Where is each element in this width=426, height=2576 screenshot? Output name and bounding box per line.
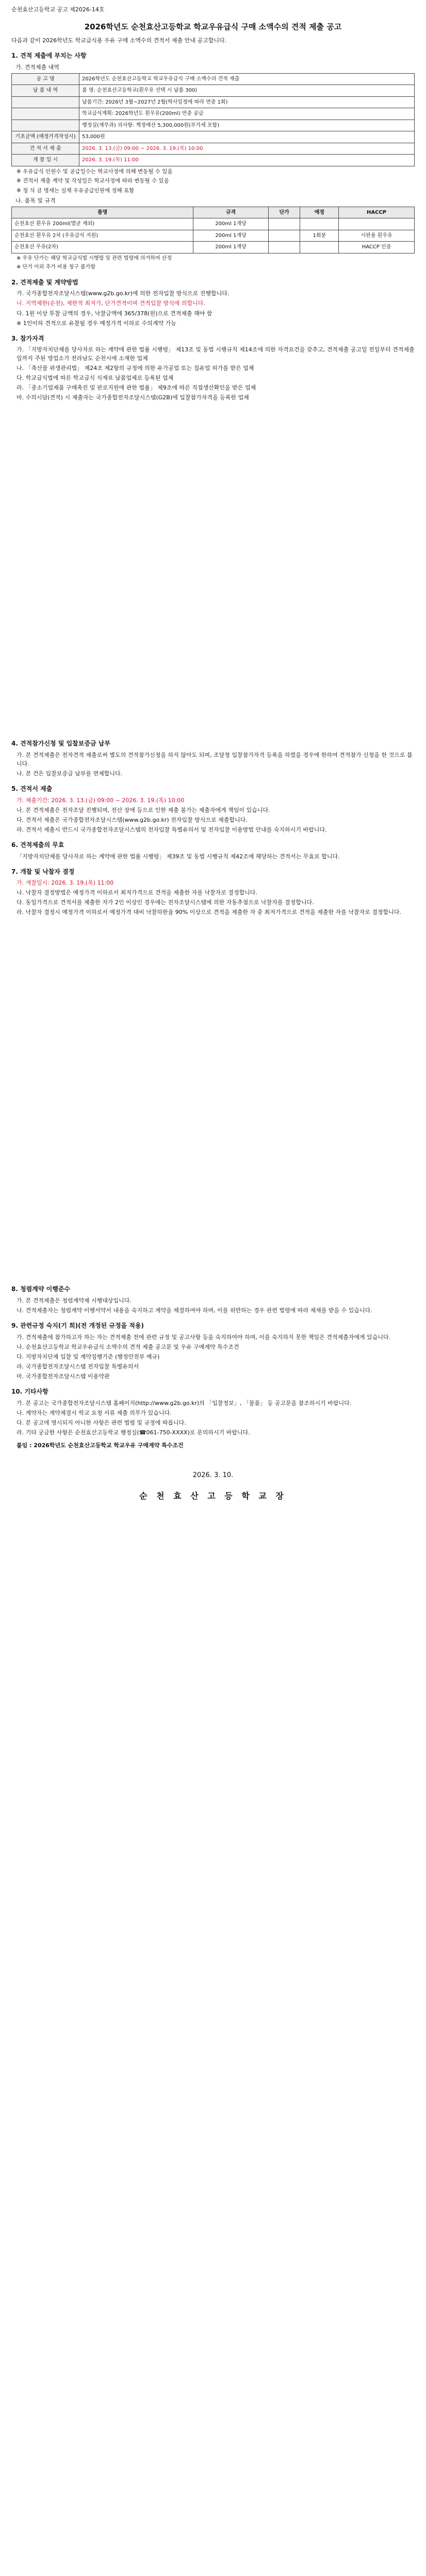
note: ※ 청 식 금 명세는 실제 우유공급인원에 정해 포함 — [17, 187, 135, 194]
table-row: 행정실(재무과) 의사항: 책정예산 5,300,000원(부가세 포함) — [12, 120, 415, 131]
blank-space — [11, 918, 415, 1278]
list-item: ※ 1인이하 견적으로 유찰될 경우 예정가격 이하로 수의계약 가능 — [17, 319, 176, 327]
list-item: 다. 동일가격으로 견적서를 제출한 자가 2인 이상인 경우에는 전자조달시스템에 의한 자동추첨으로 낙찰자를 결정합니다. — [17, 899, 314, 906]
section-3-heading: 3. 참가자격 — [11, 334, 44, 342]
list-item: 가. 본 견적제출은 전자견적 제출로써 별도의 견적참가신청을 하지 않아도 되며, 조달청 입찰참가자격 등록을 하였을 경우에 한하여 견적참가 신청을 한 것으로 봅니다. — [17, 752, 413, 768]
section-1-sub: 가. 견적제출 내역 — [15, 63, 59, 71]
table-row: 순천효산 우유(2차) 200ml 1개당 HACCP 인증 — [12, 242, 415, 253]
list-item: 「지방자치단체를 당사자로 하는 계약에 관한 법률 시행령」 제39조 및 동법 시행규칙 제42조에 해당하는 견적서는 무효로 합니다. — [17, 853, 340, 860]
list-item: 가. 본 공고는 국가종합전자조달시스템 홈페이지(http://www.g2b.go.kr)의 「입찰정보」, 「물품」 등 공고문을 참조하시기 바랍니다. — [17, 1399, 352, 1406]
table-row: 개 찰 일 시 2026. 3. 19.(목) 11:00 — [12, 155, 415, 166]
list-item: 가. 개찰일시: 2026. 3. 19.(목) 11:00 — [17, 879, 114, 887]
attachment-note: 붙임 : 2026학년도 순천효산고등학교 학교우유 구매계약 특수조건 — [17, 1442, 184, 1449]
table-row: 공 고 명 2026학년도 순천효산고등학교 학교우유급식 구매 소액수의 견적 제출 — [12, 73, 415, 85]
table-row: 순천효산 흰우유 200ml(멸균 제외) 200ml 1개당 — [12, 218, 415, 230]
section-6-heading: 6. 견적제출의 무효 — [11, 841, 64, 849]
section-1-heading: 1. 견적 제출에 부치는 사항 — [11, 52, 87, 60]
list-item: 나. 낙찰자 결정방법은 예정가격 이하로서 최저가격으로 견적을 제출한 자를 낙찰자로 결정합니다. — [17, 889, 257, 896]
list-item: 나. 견적제출자는 청렴계약 이행서약서 내용을 숙지하고 계약을 체결하여야 하며, 이를 위반하는 경우 관련 법령에 따라 제재를 받을 수 있습니다. — [17, 1307, 372, 1314]
school-signature: 순 천 효 산 고 등 학 교 장 — [139, 1490, 287, 1501]
list-item: 가. 제출기간: 2026. 3. 13.(금) 09:00 ~ 2026. 3. 19.(목) 10:00 — [17, 796, 185, 804]
note: ※ 우유급식 인원수 및 공급일수는 학교사정에 의해 변동될 수 있음 — [17, 168, 173, 175]
list-item: 가. 견적제출에 참가하고자 하는 자는 견적제출 전에 관련 규정 및 공고사항 등을 숙지하여야 하며, 이를 숙지하지 못한 책임은 견적제출자에게 있습니다. — [17, 1333, 391, 1341]
table-row: 순천효산 흰우유 2차 (우유급식 지원) 200ml 1개당 1회분 시판용 흰우유 — [12, 230, 415, 242]
table-row: 기초금액 (예정가격작성시) 53,000원 — [12, 131, 415, 143]
list-item: 라. 「중소기업제품 구매촉진 및 판로지원에 관한 법률」 제9조에 따른 직접생산확인을 받은 업체 — [17, 384, 256, 392]
list-item: 나. 본 견적제출은 전자조달 진행되며, 전산 장애 등으로 인한 제출 불가는 제출자에게 책임이 있습니다. — [17, 806, 270, 814]
list-item: 다. 본 공고에 명시되지 아니한 사항은 관련 법령 및 규정에 따릅니다. — [17, 1419, 186, 1426]
list-item: 나. 지역제한(순천), 제한적 최저가, 단가견적이며 견적입찰 방식에 의합니다. — [17, 300, 205, 307]
list-item: 마. 국가종합전자조달시스템 이용약관 — [17, 1372, 110, 1380]
table-row: 학교급식계획: 2026학년도 흰우유(200ml) 연중 공급 — [12, 108, 415, 120]
section-9-heading: 9. 관련규정 숙지(기 희)(전 개정된 규정을 적용) — [11, 1322, 144, 1330]
list-item: 나. 「축산물 위생관리법」 제24조 제2항의 규정에 의한 유가공업 또는 집유업 허가를 받은 업체 — [17, 365, 254, 372]
table-row: 견 적 서 제 출 2026. 3. 13.(금) 09:00 ~ 2026. 3. 19.(목) 10:00 — [12, 143, 415, 155]
document-title: 2026학년도 순천효산고등학교 학교우유급식 구매 소액수의 견적 제출 공고 — [84, 22, 342, 32]
list-item: 다. 견적서 제출은 국가종합전자조달시스템(www.g2b.go.kr) 전자입찰 방식으로 제출합니다. — [17, 816, 248, 823]
list-item: 나. 계약자는 계약체결시 학교 요청 서류 제출 의무가 있습니다. — [17, 1409, 172, 1416]
list-item: 나. 본 건은 입찰보증금 납부를 면제합니다. — [17, 770, 123, 777]
list-item: 라. 국가종합전자조달시스템 전자입찰 특별유의서 — [17, 1363, 139, 1370]
table-row: 납품기간: 2026년 3월~2027년 2월(학사일정에 따라 연중 1회) — [12, 96, 415, 108]
list-item: 가. 본 견적제출은 청렴계약제 시행대상입니다. — [17, 1297, 132, 1304]
bid-info-table — [11, 73, 415, 166]
list-item: 가. 국가종합전자조달시스템(www.g2b.go.kr)에 의한 전자입찰 방식으로 진행합니다. — [17, 290, 230, 297]
section-2-heading: 2. 견적제출 및 계약방법 — [11, 278, 78, 286]
list-item: 마. 수의시담(견적) 시 제출자는 국가종합전자조달시스템(G2B)에 입찰참가자격을 등록한 업체 — [17, 394, 249, 401]
table-row: 납 품 내 역 품 명: 순천효산고등학교(흰우유 선택 시 납품 300) — [12, 85, 415, 97]
list-item: 나. 순천효산고등학교 학교우유급식 소액수의 견적 제출 공고문 및 우유 구매계약 특수조건 — [17, 1343, 239, 1350]
section-7-heading: 7. 개찰 및 낙찰자 결정 — [11, 868, 75, 875]
list-item: 다. 1원 이상 투찰 금액의 경우, 낙찰금액에 365/378(원)으로 견적제출 해야 함 — [17, 310, 212, 317]
document-date: 2026. 3. 10. — [192, 1471, 234, 1479]
note: ※ 견적서 제출 계약 및 작성일은 학교사정에 따라 변동될 수 있음 — [17, 178, 169, 184]
list-item: 다. 학교급식법에 따른 학교급식 식재료 납품업체로 등록된 업체 — [17, 375, 174, 382]
items-sub: 나. 품목 및 규격 — [15, 197, 56, 204]
section-8-heading: 8. 청렴계약 이행준수 — [11, 1285, 71, 1293]
list-item: 라. 견적서 제출시 반드시 국가종합전자조달시스템의 전자입찰 특별유의서 및 전자입찰 이용방법 안내를 숙지하시기 바랍니다. — [17, 826, 327, 833]
list-item: 가. 「지방자치단체를 당사자로 하는 계약에 관한 법률 시행령」 제13조 및 동법 시행규칙 제14조에 의한 자격요건을 갖추고, 견적제출 공고일 전일부터 견적제출일까지 주된 영업소가 전라남도 순천시에 소재한 업체 — [17, 346, 415, 362]
section-5-heading: 5. 견적서 제출 — [11, 785, 53, 793]
lead-text: 다음과 같이 2026학년도 학교급식용 우유 구매 소액수의 견적서 제출 안내 공고합니다. — [11, 37, 227, 44]
blank-space — [11, 403, 415, 733]
section-10-heading: 10. 기타사항 — [11, 1387, 48, 1395]
list-item: 다. 지방자치단체 입찰 및 계약집행기준 (행정안전부 예규) — [17, 1353, 160, 1360]
note: ※ 우유 단가는 해당 학교급식법 시행령 및 관련 법령에 의거하여 산정 — [17, 255, 172, 261]
list-item: 라. 낙찰자 결정시 예정가격 이하로서 예정가격 대비 낙찰하한율 90% 이상으로 견적을 제출한 자 중 최저가격으로 견적을 제출한 자를 낙찰자로 결정합니다. — [17, 909, 402, 916]
note: ※ 단가 이외 추가 비용 청구 불가함 — [17, 264, 96, 270]
items-table: 품명 규격 단가 예정 HACCP 순천효산 흰우유 200ml(멸균 제외) 200ml 1개당 순천효산 흰우유 2차 (우유급식 지원) 200ml 1개당 1회분 시판용 흰우유 순천효산 우유(2차) 200ml 1개당 HACCP 인증 — [11, 207, 415, 253]
section-4-heading: 4. 견적참가신청 및 입찰보증금 납부 — [11, 740, 110, 748]
notice-number: 순천효산고등학교 공고 제2026-14호 — [11, 6, 105, 13]
list-item: 라. 기타 궁금한 사항은 순천효산고등학교 행정실(☎061-750-XXXX)로 문의하시기 바랍니다. — [17, 1429, 250, 1436]
